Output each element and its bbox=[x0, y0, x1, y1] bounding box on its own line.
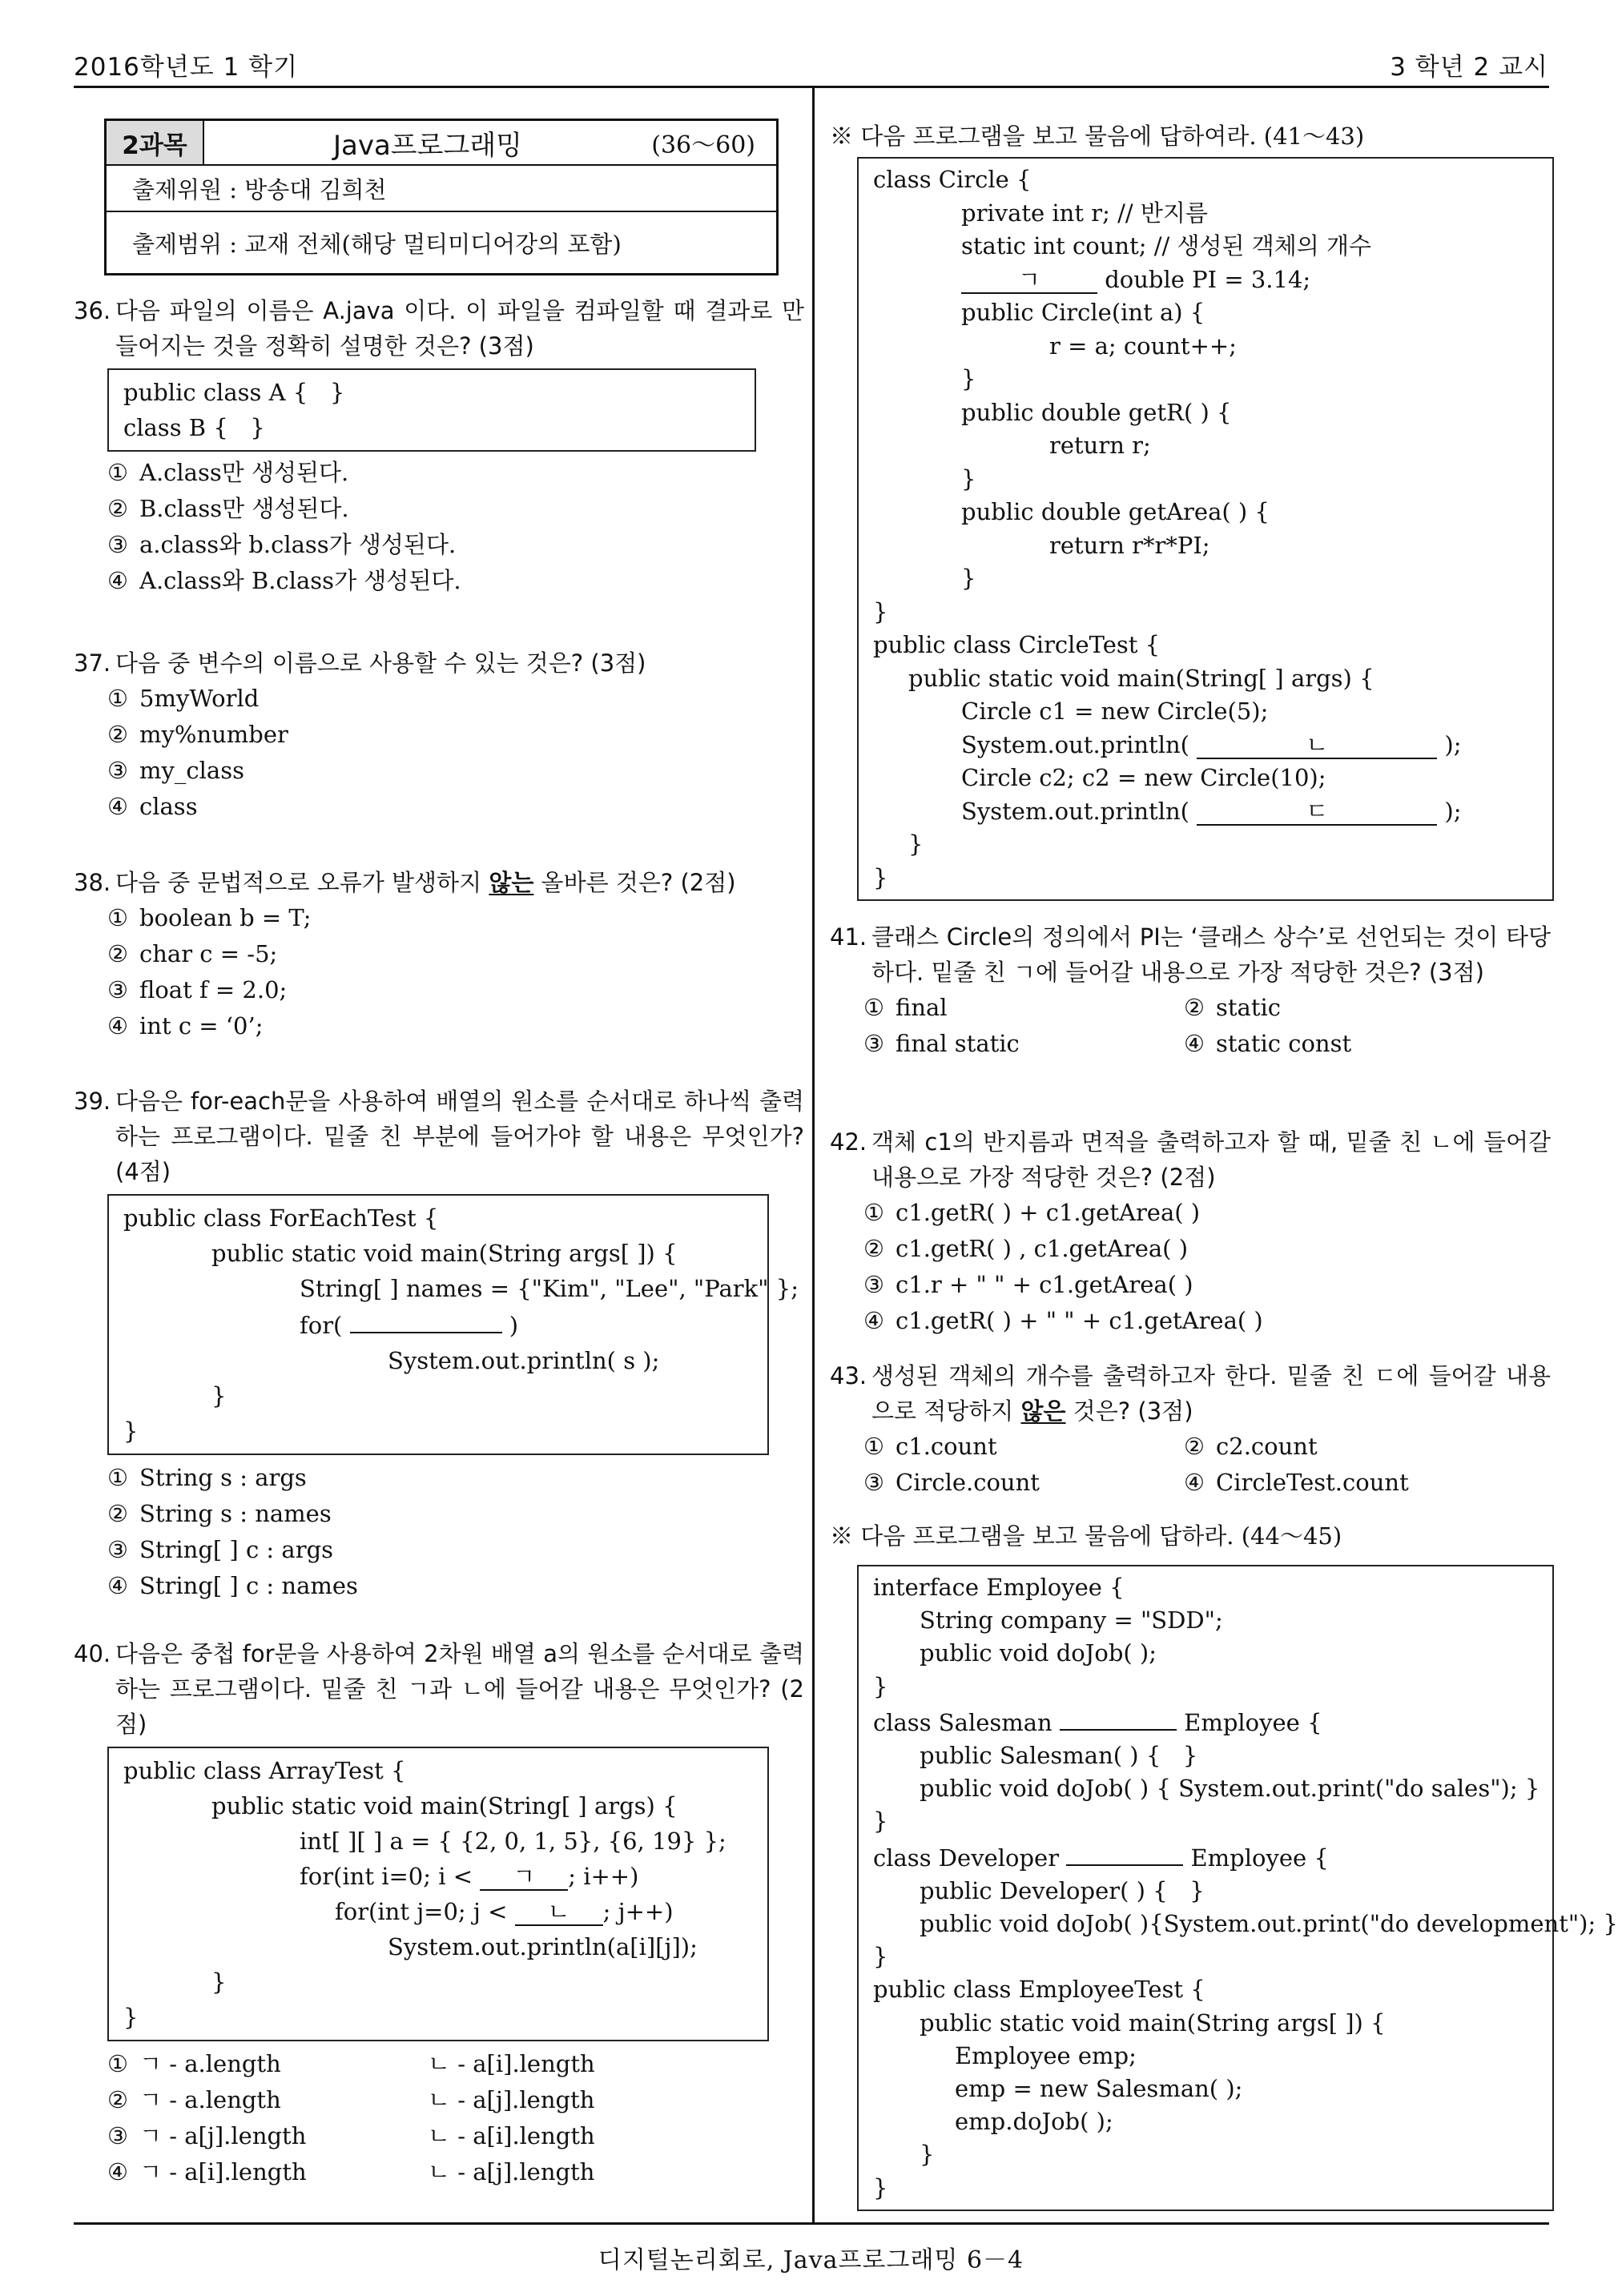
option-3[interactable] bbox=[107, 2118, 804, 2154]
answer-blank bbox=[1066, 1839, 1183, 1866]
option-text: c1.r + " " + c1.getArea( ) bbox=[896, 1271, 1193, 1298]
question-number: 42. bbox=[830, 1128, 867, 1156]
question-number: 37. bbox=[74, 649, 111, 677]
question-42 bbox=[830, 1124, 1551, 1339]
option-marker: ④ bbox=[107, 567, 128, 594]
option-marker: ② bbox=[107, 721, 128, 748]
option-3[interactable] bbox=[863, 1267, 1551, 1303]
option-text: c1.getR( ) + c1.getArea( ) bbox=[896, 1199, 1201, 1226]
section-note-44-45: ※ 다음 프로그램을 보고 물음에 답하라. (44～45) bbox=[830, 1522, 1342, 1550]
option-marker: ② bbox=[1184, 994, 1205, 1021]
question-text: 생성된 객체의 개수를 출력하고자 한다. 밑줄 친 ㄷ에 들어갈 내용으로 적당하지 않은 것은? (3점) bbox=[871, 1362, 1551, 1425]
code-line: interface Employee { bbox=[873, 1574, 1125, 1601]
option-row bbox=[863, 1026, 1551, 1062]
option-text: B.class만 생성된다. bbox=[139, 495, 349, 522]
emphasis-text: 않은 bbox=[1020, 1397, 1066, 1425]
option-marker: ④ bbox=[107, 1012, 128, 1039]
option-marker: ① bbox=[863, 1433, 884, 1460]
option-text: c1.count bbox=[896, 1433, 997, 1460]
option-marker: ① bbox=[107, 1464, 128, 1491]
option-4[interactable] bbox=[107, 789, 804, 825]
code-line: System.out.println( ㄷ ); bbox=[961, 797, 1462, 825]
code-line: } bbox=[961, 365, 976, 392]
option-text-b: ㄴ - a[j].length bbox=[428, 2158, 595, 2185]
option-marker: ② bbox=[107, 1500, 128, 1527]
code-line: for( ) bbox=[123, 1306, 753, 1343]
option-4[interactable] bbox=[107, 563, 804, 599]
option-text-b: ㄴ - a[i].length bbox=[428, 2050, 595, 2077]
option-4[interactable] bbox=[863, 1303, 1551, 1339]
option-marker: ① bbox=[107, 459, 128, 486]
code-line: public double getArea( ) { bbox=[961, 498, 1270, 525]
option-marker: ③ bbox=[863, 1469, 884, 1496]
code-line: public Circle(int a) { bbox=[961, 299, 1205, 326]
option-text: class bbox=[139, 793, 198, 820]
option-2[interactable] bbox=[107, 936, 804, 972]
option-marker: ③ bbox=[107, 976, 128, 1003]
section-note-41-43: ※ 다음 프로그램을 보고 물음에 답하여라. (41～43) bbox=[830, 123, 1365, 150]
option-text-a: ㄱ - a.length bbox=[139, 2086, 281, 2113]
question-37 bbox=[74, 645, 804, 825]
code-box bbox=[107, 368, 756, 452]
question-number: 36. bbox=[74, 297, 111, 324]
code-line: class B { } bbox=[123, 414, 265, 441]
code-line: } bbox=[211, 1968, 227, 1996]
code-line: public class ForEachTest { bbox=[123, 1204, 439, 1232]
code-line: } bbox=[908, 830, 924, 858]
option-4[interactable] bbox=[107, 2154, 804, 2190]
question-text: 객체 c1의 반지름과 면적을 출력하고자 할 때, 밑줄 친 ㄴ에 들어갈 내용으로 가장 적당한 것은? (2점) bbox=[871, 1128, 1551, 1191]
option-text-a: ㄱ - a[j].length bbox=[139, 2122, 307, 2149]
option-1[interactable] bbox=[107, 455, 804, 491]
option-1[interactable] bbox=[863, 1429, 1184, 1465]
code-line: class Developer Employee { bbox=[873, 1839, 1538, 1875]
column-divider bbox=[812, 88, 815, 2222]
code-line: } bbox=[961, 464, 976, 493]
option-marker: ④ bbox=[1184, 1030, 1205, 1057]
answer-blank: ㄱ bbox=[480, 1864, 568, 1891]
code-line: public static void main(String[ ] args) { bbox=[211, 1792, 678, 1820]
subject-range: (36～60) bbox=[651, 131, 755, 159]
code-line: } bbox=[873, 863, 888, 891]
option-text: A.class만 생성된다. bbox=[139, 459, 349, 486]
question-number: 41. bbox=[830, 923, 867, 951]
code-line: String company = "SDD"; bbox=[920, 1606, 1223, 1635]
code-line: emp.doJob( ); bbox=[955, 2108, 1113, 2136]
option-text: String[ ] c : args bbox=[139, 1536, 334, 1563]
subject-title: Java프로그래밍 bbox=[332, 129, 523, 162]
code-box-circle bbox=[857, 157, 1554, 901]
option-marker: ④ bbox=[863, 1307, 884, 1334]
question-40 bbox=[74, 1636, 804, 2190]
page-footer: 디지털논리회로, Java프로그래밍 6－4 bbox=[598, 2246, 1024, 2274]
answer-blank bbox=[350, 1306, 502, 1333]
question-41 bbox=[830, 919, 1551, 1062]
question-text: 클래스 Circle의 정의에서 PI는 ‘클래스 상수’로 선언되는 것이 타당하다. 밑줄 친 ㄱ에 들어갈 내용으로 가장 적당한 것은? (3점) bbox=[871, 923, 1551, 986]
option-text: float f = 2.0; bbox=[139, 976, 288, 1003]
option-marker: ① bbox=[107, 685, 128, 712]
code-line: } bbox=[961, 565, 976, 592]
question-number: 39. bbox=[74, 1088, 111, 1115]
code-line: } bbox=[920, 2141, 935, 2169]
code-line: int[ ][ ] a = { {2, 0, 1, 5}, {6, 19} }; bbox=[300, 1828, 726, 1855]
option-row bbox=[863, 1465, 1551, 1501]
emphasis-text: 않는 bbox=[489, 869, 534, 896]
option-2[interactable] bbox=[107, 2082, 804, 2118]
option-marker: ③ bbox=[863, 1030, 884, 1057]
code-line: public class A { } bbox=[123, 379, 345, 406]
code-line: } bbox=[123, 1417, 139, 1445]
option-4[interactable] bbox=[1184, 1465, 1409, 1501]
option-1[interactable] bbox=[107, 681, 804, 717]
code-line: Circle c2; c2 = new Circle(10); bbox=[961, 764, 1326, 791]
option-marker: ③ bbox=[107, 2122, 128, 2149]
option-text: static const bbox=[1216, 1030, 1352, 1057]
option-marker: ② bbox=[863, 1235, 884, 1262]
option-marker: ② bbox=[1184, 1433, 1205, 1460]
question-text: 다음 중 변수의 이름으로 사용할 수 있는 것은? (3점) bbox=[115, 649, 646, 677]
answer-blank: ㄴ bbox=[515, 1899, 603, 1926]
question-38 bbox=[74, 865, 804, 1044]
code-line: private int r; // 반지름 bbox=[961, 199, 1208, 227]
option-marker: ① bbox=[863, 994, 884, 1021]
code-line: r = a; count++; bbox=[1049, 332, 1237, 360]
code-line: } bbox=[873, 1672, 888, 1700]
code-box bbox=[107, 1194, 799, 1455]
answer-blank: ㄱ bbox=[961, 267, 1097, 294]
code-line: public void doJob( ); bbox=[920, 1639, 1157, 1667]
option-text: Circle.count bbox=[896, 1469, 1040, 1496]
question-text: 다음은 for-each문을 사용하여 배열의 원소를 순서대로 하나씩 출력하는 프로그램이다. 밑줄 친 부분에 들어가야 할 내용은 무엇인가? (4점) bbox=[115, 1088, 804, 1185]
option-2[interactable] bbox=[1184, 990, 1281, 1026]
option-text: int c = ‘0’; bbox=[139, 1012, 264, 1039]
option-text: A.class와 B.class가 생성된다. bbox=[139, 567, 461, 594]
question-number: 40. bbox=[74, 1640, 111, 1667]
code-line: public static void main(String args[ ]) { bbox=[211, 1240, 678, 1267]
option-3[interactable] bbox=[107, 527, 804, 563]
code-line: Employee emp; bbox=[955, 2041, 1137, 2069]
footer-rule bbox=[74, 2222, 1549, 2225]
option-marker: ④ bbox=[107, 1572, 128, 1599]
option-row bbox=[863, 1429, 1551, 1465]
code-line: for(int i=0; i < ㄱ ; i++) bbox=[300, 1863, 639, 1890]
code-line: } bbox=[211, 1382, 227, 1409]
option-text-a: ㄱ - a.length bbox=[139, 2050, 281, 2077]
option-2[interactable] bbox=[1184, 1429, 1318, 1465]
option-text: static bbox=[1216, 994, 1281, 1021]
option-2[interactable] bbox=[107, 1496, 804, 1532]
option-marker: ④ bbox=[107, 2158, 128, 2185]
option-3[interactable] bbox=[107, 1532, 804, 1568]
code-line: } bbox=[873, 1943, 888, 1971]
code-line: return r; bbox=[1049, 432, 1151, 459]
option-text-b: ㄴ - a[i].length bbox=[428, 2122, 595, 2149]
option-1[interactable] bbox=[863, 990, 1184, 1026]
option-text: c1.getR( ) , c1.getArea( ) bbox=[896, 1235, 1189, 1262]
option-marker: ③ bbox=[107, 1536, 128, 1563]
code-line: } bbox=[873, 2173, 888, 2202]
option-text: String s : names bbox=[139, 1500, 332, 1527]
code-line: public static void main(String args[ ]) { bbox=[920, 2008, 1386, 2037]
question-39 bbox=[74, 1084, 804, 1604]
code-line: String[ ] names = {"Kim", "Lee", "Park" }; bbox=[300, 1275, 799, 1302]
option-text: my_class bbox=[139, 757, 244, 784]
option-1[interactable] bbox=[107, 900, 804, 936]
code-line: for(int j=0; j < ㄴ ; j++) bbox=[335, 1898, 674, 1925]
option-text: 5myWorld bbox=[139, 685, 260, 712]
option-text: my%number bbox=[139, 721, 288, 748]
code-line: public Developer( ) { } bbox=[920, 1876, 1205, 1904]
code-line: class Salesman Employee { bbox=[873, 1703, 1538, 1739]
option-4[interactable] bbox=[107, 1568, 804, 1604]
code-line: } bbox=[873, 597, 888, 625]
subject-author: 출제위원 : 방송대 김희천 bbox=[107, 166, 776, 212]
code-line: class Circle { bbox=[873, 166, 1032, 193]
option-2[interactable] bbox=[107, 491, 804, 527]
option-4[interactable] bbox=[1184, 1026, 1351, 1062]
question-number: 38. bbox=[74, 869, 111, 896]
code-line: public class CircleTest { bbox=[873, 631, 1161, 658]
option-text-a: ㄱ - a[i].length bbox=[139, 2158, 307, 2185]
question-43 bbox=[830, 1358, 1551, 1501]
option-1[interactable] bbox=[863, 1195, 1551, 1231]
option-text-b: ㄴ - a[j].length bbox=[428, 2086, 595, 2113]
code-line: static int count; // 생성된 객체의 개수 bbox=[961, 232, 1372, 259]
answer-blank bbox=[1060, 1703, 1177, 1731]
code-line: System.out.println( ㄴ ); bbox=[961, 730, 1462, 758]
option-marker: ② bbox=[107, 940, 128, 967]
code-line: } bbox=[873, 1807, 888, 1836]
option-1[interactable] bbox=[107, 2046, 804, 2082]
code-line: Circle c1 = new Circle(5); bbox=[961, 698, 1269, 725]
question-text: 다음 파일의 이름은 A.java 이다. 이 파일을 컴파일할 때 결과로 만들어지는 것을 정확히 설명한 것은? (3점) bbox=[115, 297, 804, 360]
code-line: return r*r*PI; bbox=[1049, 531, 1210, 559]
subject-tag: 2과목 bbox=[107, 121, 204, 164]
option-text: final bbox=[896, 994, 948, 1021]
option-marker: ① bbox=[863, 1199, 884, 1226]
option-3[interactable] bbox=[863, 1465, 1184, 1501]
option-text: c2.count bbox=[1216, 1433, 1318, 1460]
code-line: public Salesman( ) { } bbox=[920, 1742, 1198, 1770]
question-36 bbox=[74, 293, 804, 599]
code-line: public class ArrayTest { bbox=[123, 1757, 406, 1784]
code-line: System.out.println( s ); bbox=[388, 1347, 660, 1374]
option-marker: ③ bbox=[863, 1271, 884, 1298]
option-marker: ① bbox=[107, 2050, 128, 2077]
option-2[interactable] bbox=[863, 1231, 1551, 1267]
question-text: 다음 중 문법적으로 오류가 발생하지 않는 올바른 것은? (2점) bbox=[115, 869, 736, 896]
option-marker: ① bbox=[107, 904, 128, 931]
option-marker: ② bbox=[107, 2086, 128, 2113]
code-line: public class EmployeeTest { bbox=[873, 1976, 1205, 2004]
option-3[interactable] bbox=[107, 753, 804, 789]
option-1[interactable] bbox=[107, 1460, 804, 1496]
code-line: ㄱ double PI = 3.14; bbox=[873, 263, 1538, 297]
option-2[interactable] bbox=[107, 717, 804, 753]
option-3[interactable] bbox=[107, 972, 804, 1008]
header-period: 3 학년 2 교시 bbox=[1390, 53, 1548, 82]
option-text: String[ ] c : names bbox=[139, 1572, 358, 1599]
option-4[interactable] bbox=[107, 1008, 804, 1044]
code-line: } bbox=[123, 2004, 139, 2031]
header-rule bbox=[74, 86, 1549, 88]
code-line: public double getR( ) { bbox=[961, 398, 1232, 426]
code-box bbox=[107, 1747, 769, 2041]
option-text: CircleTest.count bbox=[1216, 1469, 1409, 1496]
code-line: public void doJob( ) { System.out.print("do sales"); } bbox=[920, 1775, 1540, 1803]
option-text: c1.getR( ) + " " + c1.getArea( ) bbox=[896, 1307, 1263, 1334]
question-text: 다음은 중첩 for문을 사용하여 2차원 배열 a의 원소를 순서대로 출력하는 프로그램이다. 밑줄 친 ㄱ과 ㄴ에 들어갈 내용은 무엇인가? (2점) bbox=[115, 1640, 804, 1738]
option-marker: ② bbox=[107, 495, 128, 522]
option-text: char c = -5; bbox=[139, 940, 278, 967]
code-line: emp = new Salesman( ); bbox=[955, 2075, 1243, 2103]
option-marker: ④ bbox=[107, 793, 128, 820]
answer-blank: ㄷ bbox=[1197, 798, 1437, 826]
option-marker: ③ bbox=[107, 531, 128, 558]
question-number: 43. bbox=[830, 1362, 867, 1389]
answer-blank: ㄴ bbox=[1197, 732, 1437, 759]
option-text: boolean b = T; bbox=[139, 904, 312, 931]
option-row bbox=[863, 990, 1551, 1026]
subject-scope: 출제범위 : 교재 전체(해당 멀티미디어강의 포함) bbox=[132, 230, 622, 258]
option-text: a.class와 b.class가 생성된다. bbox=[139, 531, 457, 558]
option-marker: ④ bbox=[1184, 1469, 1205, 1496]
header-term: 2016학년도 1 학기 bbox=[74, 53, 299, 82]
code-line: public void doJob( ){System.out.print("do development"); } bbox=[920, 1910, 1618, 1938]
subject-info-box bbox=[104, 119, 779, 275]
option-marker: ③ bbox=[107, 757, 128, 784]
option-text: final static bbox=[896, 1030, 1020, 1057]
code-box-employee bbox=[857, 1565, 1618, 2211]
option-3[interactable] bbox=[863, 1026, 1184, 1062]
code-line: public static void main(String[ ] args) { bbox=[908, 664, 1374, 692]
code-line: System.out.println(a[i][j]); bbox=[388, 1933, 698, 1960]
option-text: String s : args bbox=[139, 1464, 307, 1491]
